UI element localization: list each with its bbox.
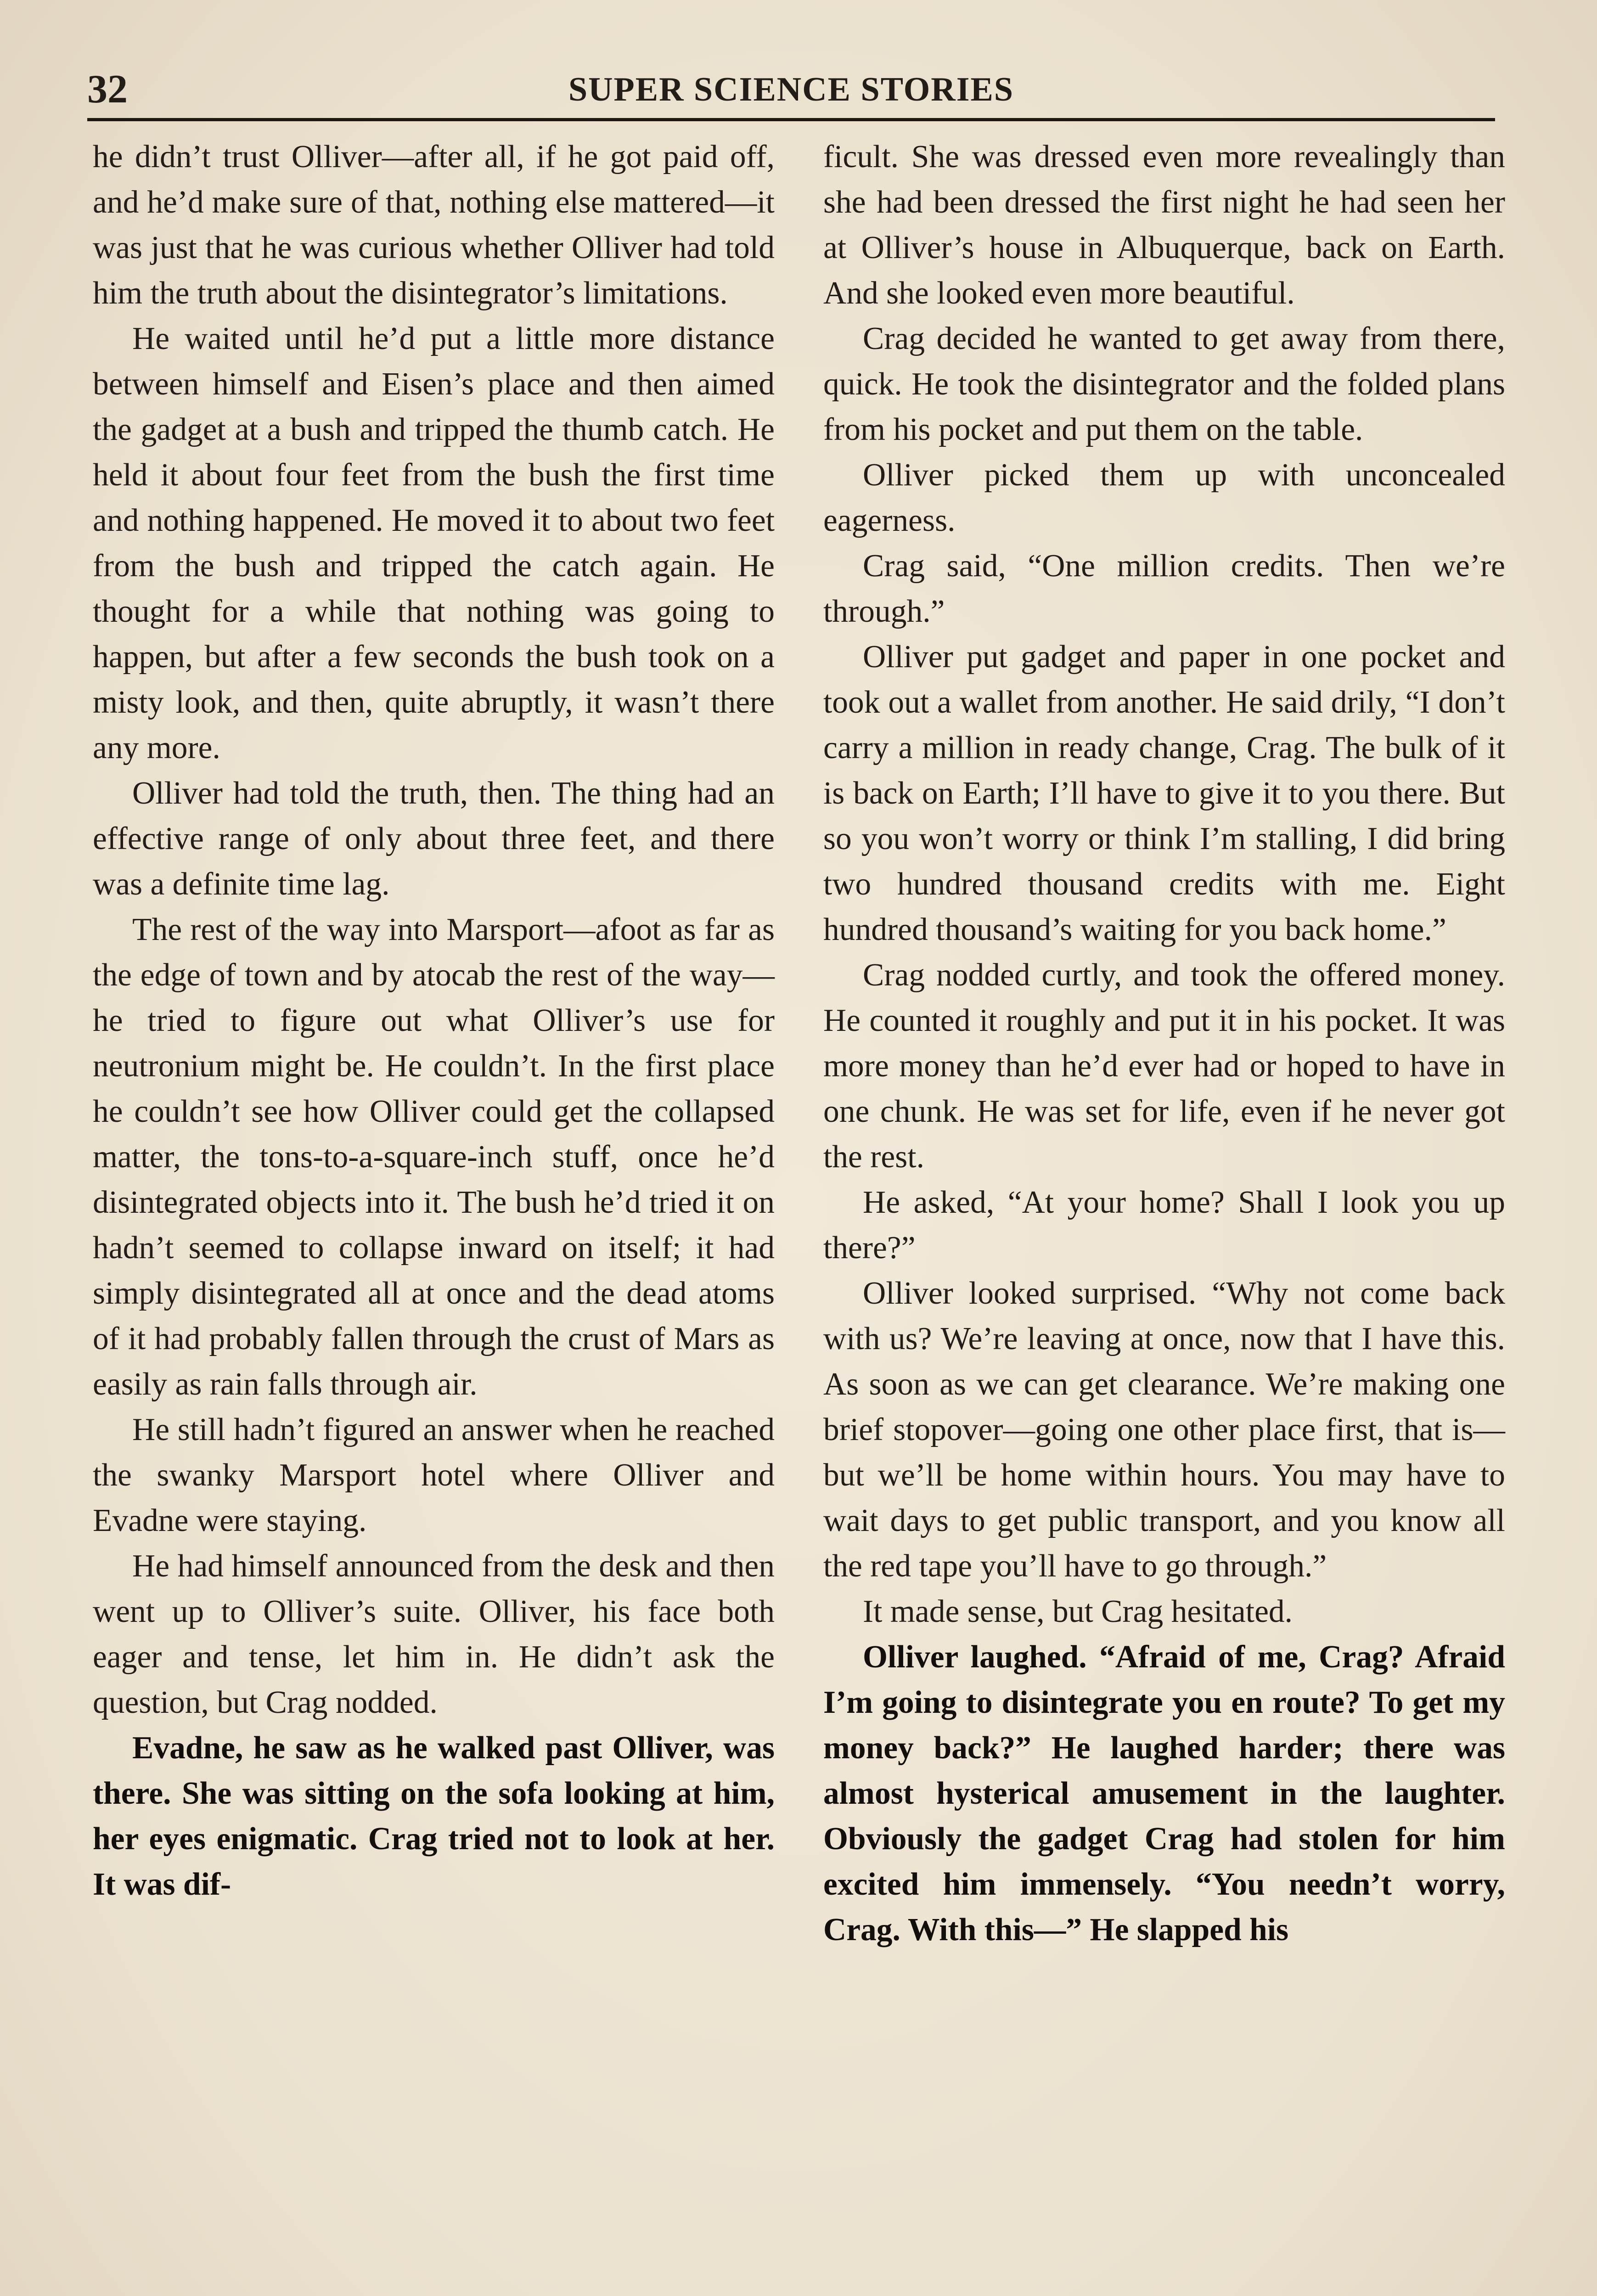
paragraph: The rest of the way into Marsport—afoot as far as the edge of town and by atocab the rest of the way—he tried to figure out what Olliver’s use for neutronium might be. He couldn’t. In the first place he couldn’t see how Olliver could get the collapsed matter, the tons-to-a-square-inch stuff, once he’d disintegrated objects into it. The bush he’d tried it on hadn’t seemed to collapse inward on itself; it had simply disintegrated all at once and the dead atoms of it had probably fallen through the crust of Mars as easily as rain falls through air. [93, 912, 775, 1402]
paragraph: Evadne, he saw as he walked past Olliver, was there. She was sitting on the sofa looking at him, her eyes enigmatic. Crag tried not to look at her. It was dif- [93, 1730, 775, 1902]
paragraph: It made sense, but Crag hesitated. [863, 1594, 1293, 1629]
running-title: SUPER SCIENCE STORIES [568, 71, 1014, 108]
paragraph: He had himself announced from the desk and then went up to Olliver’s suite. Olliver, his face both eager and tense, let him in. He didn’t ask the question, but Crag nodded. [93, 1548, 775, 1720]
paragraph: Olliver put gadget and paper in one pocket and took out a wallet from another. He said drily, “I don’t carry a million in ready change, Crag. The bulk of it is back on Earth; I’ll have to give it to you there. But so you won’t worry or think I’m stalling, I did bring two hundred thousand credits with me. Eight hundred thousand’s waiting for you back home.” [823, 639, 1505, 947]
paragraph: Crag decided he wanted to get away from there, quick. He took the disintegrator and the folded plans from his pocket and put them on the table. [823, 321, 1505, 447]
page-header [87, 64, 1495, 115]
header-rule [87, 118, 1495, 121]
paragraph: Olliver laughed. “Afraid of me, Crag? Afraid I’m going to disintegrate you en route? To get my money back?” He laughed harder; there was almost hysterical amusement in the laughter. Obviously the gadget Crag had stolen for him excited him immensely. “You needn’t worry, Crag. With this—” He slapped his [823, 1639, 1505, 1947]
left-column [93, 134, 775, 1907]
paragraph: ficult. She was dressed even more revealingly than she had been dressed the first night he had seen her at Olliver’s house in Albuquerque, back on Earth. And she looked even more beautiful. [823, 139, 1505, 311]
paragraph: Crag said, “One million credits. Then we’re through.” [823, 548, 1505, 629]
paragraph: he didn’t trust Olliver—after all, if he got paid off, and he’d make sure of that, nothing else mattered—it was just that he was curious whether Olliver had told him the truth about the disintegrator’s limitations. [93, 139, 775, 311]
paragraph: He asked, “At your home? Shall I look you up there?” [823, 1185, 1505, 1266]
paragraph: Olliver picked them up with unconcealed eagerness. [823, 457, 1505, 538]
paragraph: Olliver had told the truth, then. The thing had an effective range of only about three feet, and there was a definite time lag. [93, 776, 775, 902]
paragraph: He waited until he’d put a little more distance between himself and Eisen’s place and then aimed the gadget at a bush and tripped the thumb catch. He held it about four feet from the bush the first time and nothing happened. He moved it to about two feet from the bush and tripped the catch again. He thought for a while that nothing was going to happen, but after a few seconds the bush took on a misty look, and then, quite abruptly, it wasn’t there any more. [93, 321, 775, 765]
paragraph: Olliver looked surprised. “Why not come back with us? We’re leaving at once, now that I have this. As soon as we can get clearance. We’re making one brief stopover—going one other place first, that is—but we’ll be home within hours. You may have to wait days to get public transport, and you know all the red tape you’ll have to go through.” [823, 1276, 1505, 1584]
page-number: 32 [87, 67, 128, 112]
paragraph: He still hadn’t figured an answer when he reached the swanky Marsport hotel where Olliver and Evadne were staying. [93, 1412, 775, 1538]
right-column [823, 134, 1505, 1953]
paragraph: Crag nodded curtly, and took the offered money. He counted it roughly and put it in his pocket. It was more money than he’d ever had or hoped to have in one chunk. He was set for life, even if he never got the rest. [823, 957, 1505, 1175]
